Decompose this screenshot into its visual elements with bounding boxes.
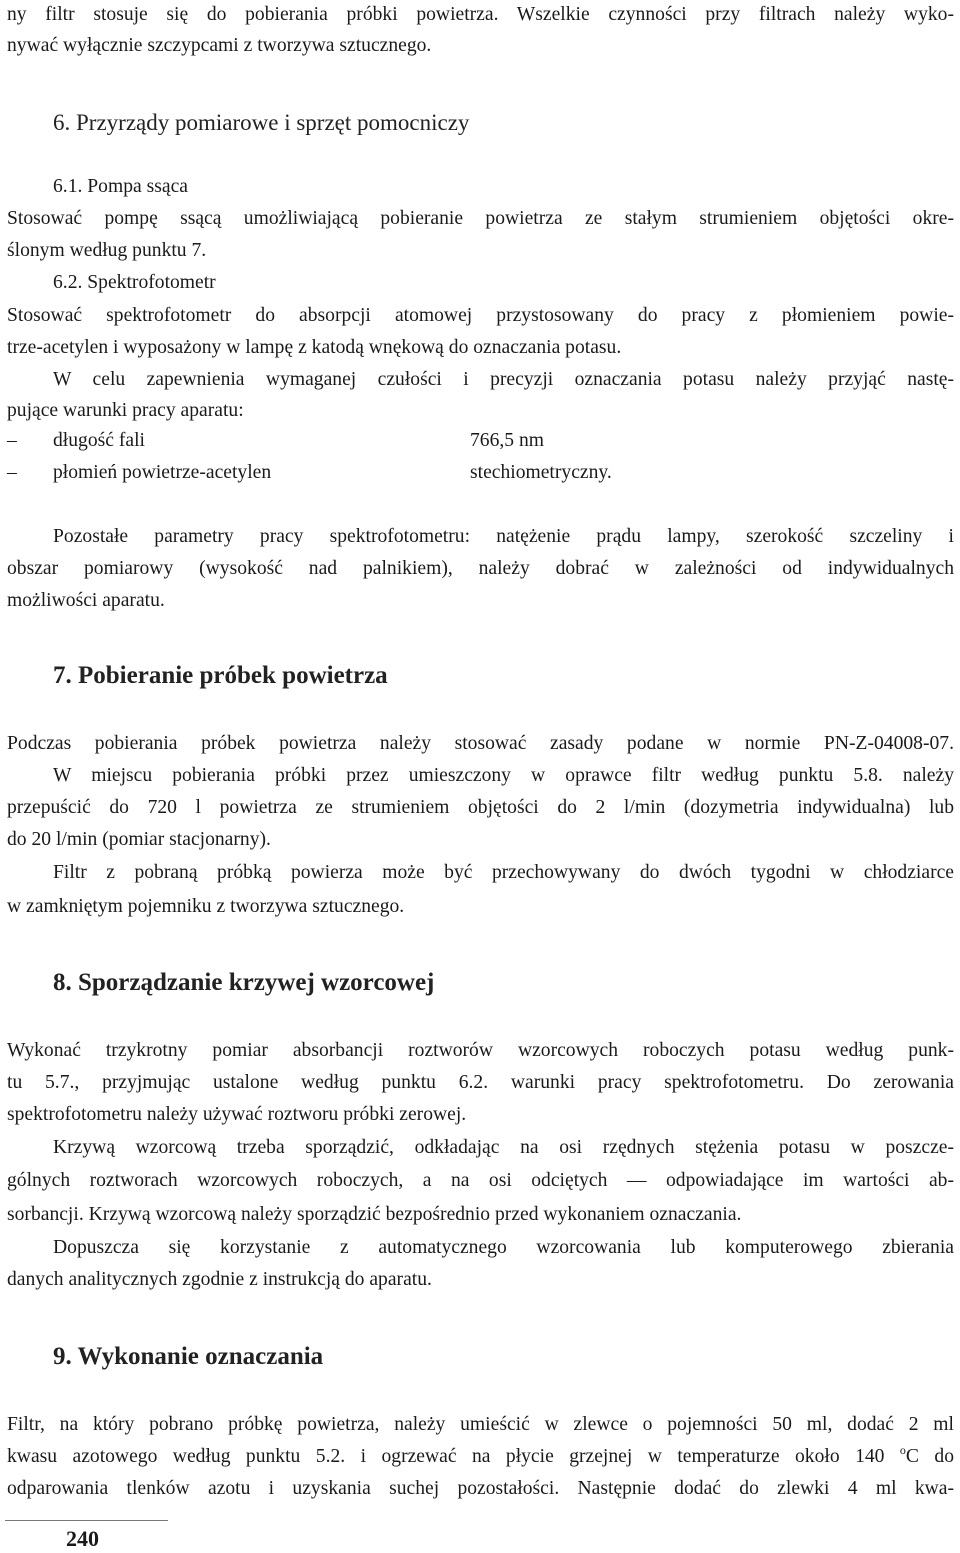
subsection-heading-6-2: 6.2. Spektrofotometr: [53, 272, 216, 293]
section-heading-8: 8. Sporządzanie krzywej wzorcowej: [53, 969, 435, 996]
condition-label: długość fali: [53, 430, 145, 451]
text-line: ślonym według punktu 7.: [7, 240, 207, 261]
text-line: W celu zapewnienia wymaganej czułości i precyzji oznaczania potasu należy przyjąć nastę-: [53, 369, 954, 390]
text-line: Filtr z pobraną próbką powierza może być przechowywany do dwóch tygodni w chłodziarce: [53, 862, 954, 883]
text-line: Stosować pompę ssącą umożliwiającą pobieranie powietrza ze stałym strumieniem objętości okre-: [7, 208, 954, 229]
text-line: możliwości aparatu.: [7, 590, 165, 611]
page-number: 240: [66, 1526, 99, 1551]
condition-label: płomień powietrze-acetylen: [53, 462, 272, 483]
text-line: przepuścić do 720 l powietrza ze strumieniem objętości do 2 l/min (dozymetria indywidualna) lub: [7, 797, 954, 818]
text-line: gólnych roztworach wzorcowych roboczych, a na osi odciętych — odpowiadające im wartości ab-: [7, 1170, 954, 1191]
section-heading-7: 7. Pobieranie próbek powietrza: [53, 662, 388, 689]
text-line: spektrofotometru należy używać roztworu próbki zerowej.: [7, 1104, 467, 1125]
text-line: obszar pomiarowy (wysokość nad palnikiem), należy dobrać w zależności od indywidualnych: [7, 558, 954, 579]
text-line: pujące warunki pracy aparatu:: [7, 400, 244, 421]
text-line: Stosować spektrofotometr do absorpcji atomowej przystosowany do pracy z płomieniem powie-: [7, 305, 954, 326]
text-line: Wykonać trzykrotny pomiar absorbancji roztworów wzorcowych roboczych potasu według punk-: [7, 1040, 954, 1061]
text-line: danych analitycznych zgodnie z instrukcją do aparatu.: [7, 1269, 432, 1290]
text-line: w zamkniętym pojemniku z tworzywa sztucznego.: [7, 896, 405, 917]
text-line: trze-acetylen i wyposażony w lampę z katodą wnękową do oznaczania potasu.: [7, 337, 622, 358]
section-heading-6: 6. Przyrządy pomiarowe i sprzęt pomocniczy: [53, 110, 470, 135]
text-line: Dopuszcza się korzystanie z automatycznego wzorcowania lub komputerowego zbierania: [53, 1237, 954, 1258]
text-line: sorbancji. Krzywą wzorcową należy sporządzić bezpośrednio przed wykonaniem oznaczania.: [7, 1204, 742, 1225]
text-line: W miejscu pobierania próbki przez umieszczony w oprawce filtr według punktu 5.8. należy: [53, 765, 954, 786]
condition-value: 766,5 nm: [470, 430, 545, 451]
footer-divider: [5, 1520, 168, 1521]
text-line: ny filtr stosuje się do pobierania próbki powietrza. Wszelkie czynności przy filtrach należy wyko-: [7, 4, 954, 25]
section-heading-9: 9. Wykonanie oznaczania: [53, 1343, 324, 1370]
text-line: Podczas pobierania próbek powietrza należy stosować zasady podane w normie PN-Z-04008-07.: [7, 733, 954, 754]
dash-bullet: –: [7, 430, 17, 451]
degree-superscript: o: [899, 1443, 906, 1457]
text-line: Pozostałe parametry pracy spektrofotometru: natężenie prądu lampy, szerokość szczeliny i: [53, 526, 954, 547]
text-line: tu 5.7., przyjmując ustalone według punktu 6.2. warunki pracy spektrofotometru. Do zerowania: [7, 1072, 954, 1093]
text-fragment: C do: [905, 1446, 955, 1467]
condition-value: stechiometryczny.: [470, 462, 612, 483]
text-line: nywać wyłącznie szczypcami z tworzywa sztucznego.: [7, 35, 432, 56]
text-line: odparowania tlenków azotu i uzyskania suchej pozostałości. Następnie dodać do zlewki 4 ml kwa-: [7, 1478, 954, 1499]
text-line: [7, 1444, 954, 1470]
dash-bullet: –: [7, 462, 17, 483]
text-line: Krzywą wzorcową trzeba sporządzić, odkładając na osi rzędnych stężenia potasu w poszcze-: [53, 1137, 954, 1158]
text-line: Filtr, na który pobrano próbkę powietrza, należy umieścić w zlewce o pojemności 50 ml, dodać 2 ml: [7, 1414, 954, 1435]
text-line: do 20 l/min (pomiar stacjonarny).: [7, 829, 271, 850]
text-fragment: kwasu azotowego według punktu 5.2. i ogrzewać na płycie grzejnej w temperaturze około 140: [7, 1446, 900, 1467]
subsection-heading-6-1: 6.1. Pompa ssąca: [53, 176, 188, 197]
